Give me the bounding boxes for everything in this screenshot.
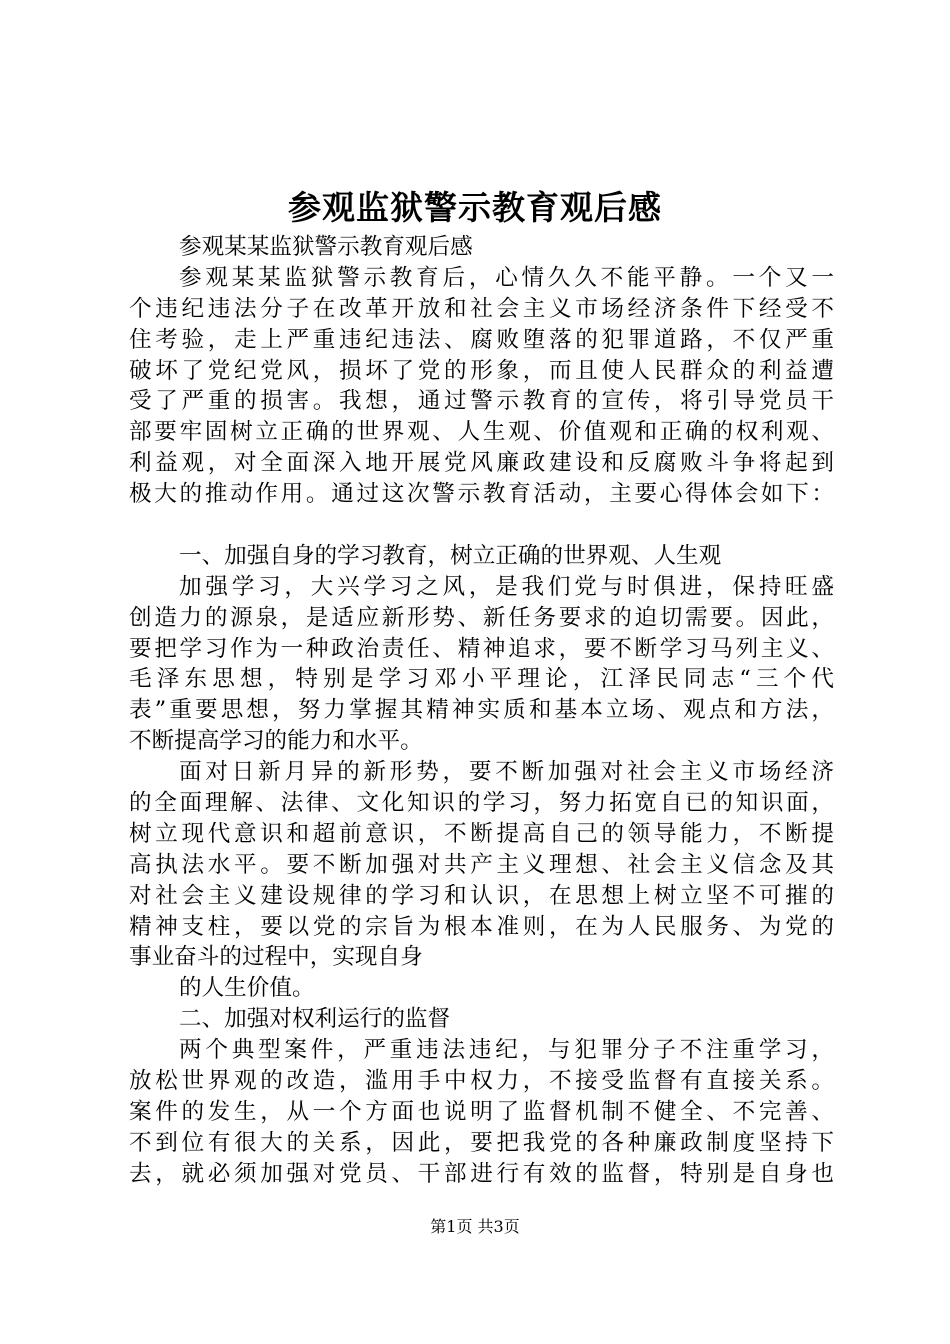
paragraph-line: 面对日新月异的新形势，要不断加强对社会主义市场经济 [179,759,834,786]
blank-line [129,510,834,541]
paragraph-line: 创造力的源泉，是适应新形势、新任务要求的迫切需要。因此， [129,604,834,631]
paragraph-line: 受了严重的损害。我想，通过警示教育的宣传，将引导党员干 [129,388,834,415]
section-heading: 二、加强对权利运行的监督 [179,1006,451,1033]
paragraph-line: 的人生价值。 [179,975,315,1002]
paragraph-line: 住考验，走上严重违纪违法、腐败堕落的犯罪道路，不仅严重 [129,326,834,353]
paragraph-line: 部要牢固树立正确的世界观、人生观、价值观和正确的权利观、 [129,419,834,446]
section-heading: 一、加强自身的学习教育，树立正确的世界观、人生观 [179,542,722,569]
paragraph-line: 利益观，对全面深入地开展党风廉政建设和反腐败斗争将起到 [129,450,834,477]
page-footer: 第1页 共3页 [430,1217,520,1236]
paragraph-line: 高执法水平。要不断加强对共产主义理想、社会主义信念及其 [129,851,834,878]
paragraph-line: 破坏了党纪党风，损坏了党的形象，而且使人民群众的利益遭 [129,357,834,384]
paragraph-line: 个违纪违法分子在改革开放和社会主义市场经济条件下经受不 [129,295,834,322]
paragraph-line: 加强学习，大兴学习之风，是我们党与时俱进，保持旺盛 [179,573,834,600]
paragraph-line: 不到位有很大的关系，因此，要把我党的各种廉政制度坚持下 [129,1129,834,1156]
paragraph-line: 的全面理解、法律、文化知识的学习，努力拓宽自已的知识面， [129,790,834,817]
paragraph-line: 毛泽东思想，特别是学习邓小平理论，江泽民同志“三个代 [129,666,834,693]
paragraph-line: 极大的推动作用。通过这次警示教育活动，主要心得体会如下： [129,481,834,508]
paragraph-line: 精神支柱，要以党的宗旨为根本准则，在为人民服务、为党的 [129,913,834,940]
paragraph-line: 不断提高学习的能力和水平。 [129,728,423,755]
paragraph-line: 对社会主义建设规律的学习和认识，在思想上树立坚不可摧的 [129,882,834,909]
paragraph-line: 要把学习作为一种政治责任、精神追求，要不断学习马列主义、 [129,635,834,662]
document-title: 参观监狱警示教育观后感 [288,188,662,227]
paragraph-line: 参观某某监狱警示教育后，心情久久不能平静。一个又一 [179,264,834,291]
paragraph-line: 事业奋斗的过程中，实现自身 [129,944,423,971]
paragraph-line: 案件的发生，从一个方面也说明了监督机制不健全、不完善、 [129,1098,834,1125]
paragraph-line: 两个典型案件，严重违法违纪，与犯罪分子不注重学习， [179,1037,834,1064]
paragraph-line: 表”重要思想，努力掌握其精神实质和基本立场、观点和方法， [129,697,834,724]
document-body [129,232,834,1190]
paragraph-line: 去，就必须加强对党员、干部进行有效的监督，特别是自身也 [129,1160,834,1187]
subtitle-line: 参观某某监狱警示教育观后感 [179,234,473,260]
paragraph-line: 树立现代意识和超前意识，不断提高自己的领导能力，不断提 [129,820,834,847]
paragraph-line: 放松世界观的改造，滥用手中权力，不接受监督有直接关系。 [129,1068,834,1095]
